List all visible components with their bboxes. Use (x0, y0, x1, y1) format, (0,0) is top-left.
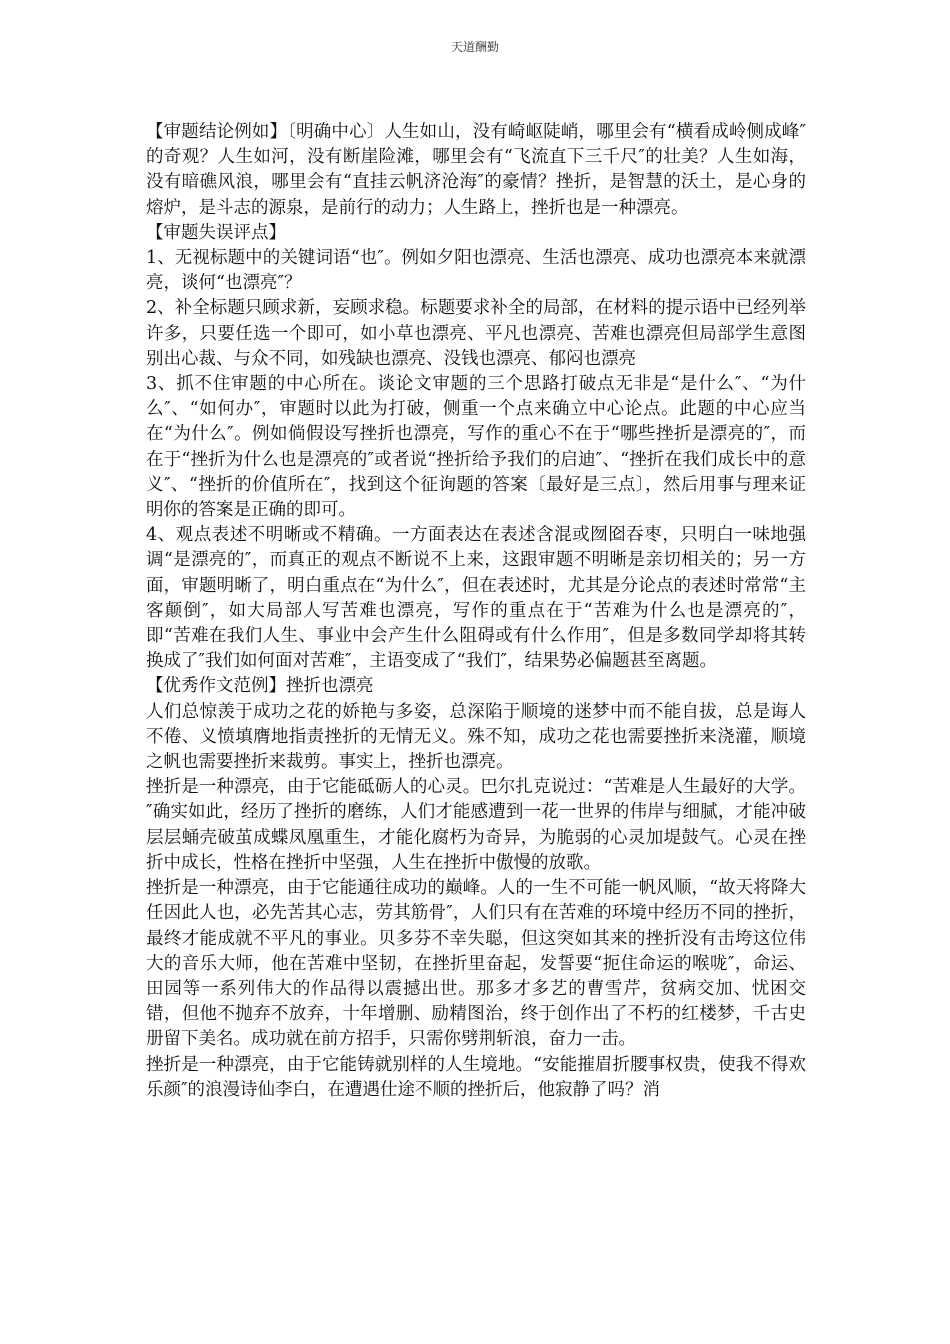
paragraph-essay-point-2: 挫折是一种漂亮，由于它能通往成功的巅峰。人的一生不可能一帆风顺，“故天将降大任因此人也，必先苦其心志，劳其筋骨″，人们只有在苦难的环境中经历不同的挫折，最终才能成就不平凡的事业。贝多芬不幸失聪，但这突如其来的挫折没有击垮这位伟大的音乐大师，他在苦难中坚韧，在挫折里奋起，发誓要“扼住命运的喉咙″，命运、田园等一系列伟大的作品得以震撼出世。那多才多艺的曹雪芹，贫病交加、忧困交错，但他不抛弃不放弃，十年增删、励精图治，终于创作出了不朽的红楼梦，千古史册留下美名。成功就在前方招手，只需你劈荆斩浪，奋力一击。 (146, 878, 806, 1050)
paragraph-mistake-1: 1、无视标题中的关键词语“也″。例如夕阳也漂亮、生活也漂亮、成功也漂亮本来就漂亮，谈何“也漂亮″？ (146, 248, 806, 294)
document-body (146, 120, 806, 1103)
paragraph-essay-point-1: 挫折是一种漂亮，由于它能砥砺人的心灵。巴尔扎克说过：“苦难是人生最好的大学。″确实如此，经历了挫折的磨练，人们才能感遭到一花一世界的伟岸与细腻，才能冲破层层蛹壳破茧成蝶凤凰重生，才能化腐朽为奇异，为脆弱的心灵加堤鼓气。心灵在挫折中成长，性格在挫折中坚强，人生在挫折中傲慢的放歌。 (146, 777, 806, 873)
heading-mistakes: 【审题失误评点】 (146, 222, 286, 243)
paragraph-mistake-4: 4、观点表述不明晰或不精确。一方面表达在表述含混或囫囵吞枣，只明白一味地强调“是漂亮的″，而真正的观点不断说不上来，这跟审题不明晰是亲切相关的；另一方面，审题明晰了，明白重点在“为什么″，但在表述时，尤其是分论点的表述时常常“主客颠倒″，如大局部人写苦难也漂亮，写作的重点在于“苦难为什么也是漂亮的″，即“苦难在我们人生、事业中会产生什么阻碍或有什么作用″，但是多数同学却将其转换成了″我们如何面对苦难″，主语变成了“我们″，结果势必偏题甚至离题。 (146, 525, 806, 672)
paragraph-mistake-3: 3、抓不住审题的中心所在。谈论文审题的三个思路打破点无非是“是什么″、“为什么″、“如何办″，审题时以此为打破，侧重一个点来确立中心论点。此题的中心应当在“为什么″。例如倘假设写挫折也漂亮，写作的重心不在于“哪些挫折是漂亮的″，而在于“挫折为什么也是漂亮的″或者说“挫折给予我们的启迪″、“挫折在我们成长中的意义″、“挫折的价值所在″，找到这个征询题的答案〔最好是三点〕，然后用事与理来证明你的答案是正确的即可。 (146, 374, 806, 521)
paragraph-essay-point-3: 挫折是一种漂亮，由于它能铸就别样的人生境地。“安能摧眉折腰事权贵，使我不得欢乐颜″的浪漫诗仙李白，在遭遇仕途不顺的挫折后，他寂静了吗？消 (146, 1054, 806, 1100)
paragraph-conclusion-example: 【审题结论例如】〔明确中心〕人生如山，没有崎岖陡峭，哪里会有“横看成岭侧成峰″的奇观？人生如河，没有断崖险滩，哪里会有“飞流直下三千尺″的壮美？人生如海，没有暗礁风浪，哪里会有“直挂云帆济沧海″的豪情？挫折，是智慧的沃土，是心身的熔炉，是斗志的源泉，是前行的动力；人生路上，挫折也是一种漂亮。 (146, 122, 806, 218)
paragraph-essay-intro: 人们总惊羡于成功之花的娇艳与多姿，总深陷于顺境的迷梦中而不能自拔，总是诲人不倦、义愤填膺地指责挫折的无情无义。殊不知，成功之花也需要挫折来浇灌，顺境之帆也需要挫折来裁剪。事实上，挫折也漂亮。 (146, 701, 806, 773)
page-header: 天道酬勤 (450, 40, 499, 54)
heading-sample-essay: 【优秀作文范例】挫折也漂亮 (146, 676, 374, 697)
paragraph-mistake-2: 2、补全标题只顾求新，妄顾求稳。标题要求补全的局部，在材料的提示语中已经列举许多，只要任选一个即可，如小草也漂亮、平凡也漂亮、苦难也漂亮但局部学生意图别出心裁、与众不同，如残缺也漂亮、没钱也漂亮、郁闷也漂亮 (146, 298, 806, 369)
